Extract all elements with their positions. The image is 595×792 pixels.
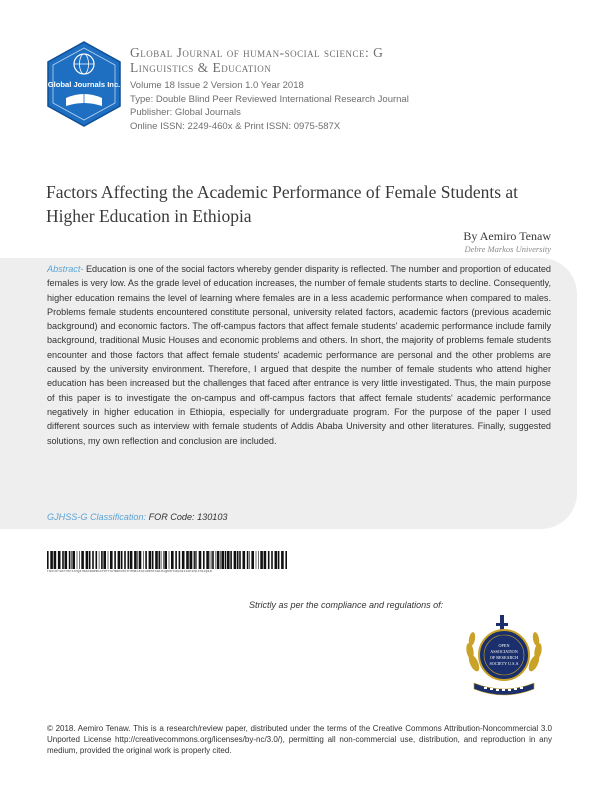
seal-line2: ASSOCIATION	[490, 649, 518, 654]
journal-publisher: Publisher: Global Journals	[130, 107, 241, 118]
seal-line3: OF RESEARCH	[489, 655, 519, 660]
seal-line1: OPEN	[498, 643, 510, 648]
barcode-text: FactorsAffectingtheAcademicPerformanceofFemaleStudentsatHigherEducationinEthiopia	[47, 570, 212, 574]
journal-name-line2: Linguistics & Education	[130, 60, 272, 75]
journal-name	[130, 45, 560, 75]
journal-meta	[130, 79, 560, 133]
journal-name-line1: Global Journal of human-social science: G	[130, 45, 384, 60]
abstract	[47, 262, 551, 448]
global-journals-logo	[44, 40, 124, 132]
abstract-body: Education is one of the social factors whereby gender disparity is reflected. The number and proportion of educated females is very low. As the grade level of education increases, the number of female students starts to decline. Consequently, higher education remains the level of learning where females are in a less academic performance when compared to males. Problems female students encountered constitute personal, university related factors, academic factors (previous academic background) and economic factors. The off-campus factors that affect female students' academic performance include family background, traditional Music Houses and economic problems and others. In short, the majority of problems female students encounter and those factors that affect female students' academic performance are personal and the other problems are caused by the university environment. Therefore, I argued that despite the number of female students who attend higher education has been increased but the challenges that faced after entrance is very little investigated. Thus, the main purpose of this paper is to investigate the on-campus and off-campus factors that affect female students' academic performance negatively in higher education in Ethiopia, especially for undergraduate program. For the purpose of the paper I used different sources such as interview with female students of Addis Ababa University and other literatures. Finally, suggested solutions, my own reflection and conclusion are included.	[47, 264, 551, 446]
association-seal	[460, 613, 548, 701]
license-footer: © 2018. Aemiro Tenaw. This is a research/review paper, distributed under the terms of the Creative Commons Attribution-Noncommercial 3.0 Unported License http://creativecommons.org/licenses/by-nc/3.0/), permitting all non-commercial use, distribution, and reproduction in any medium, provided the original work is properly cited.	[47, 724, 552, 755]
classification-code: FOR Code: 130103	[146, 512, 228, 522]
paper-title: Factors Affecting the Academic Performance of Female Students at Higher Education in Ethiopia	[46, 182, 519, 226]
journal-volume: Volume 18 Issue 2 Version 1.0 Year 2018	[130, 80, 304, 91]
author-affiliation: Debre Markos University	[464, 244, 551, 254]
journal-issn: Online ISSN: 2249-460x & Print ISSN: 0975-587X	[130, 120, 341, 132]
author-name: By Aemiro Tenaw	[463, 229, 551, 243]
seal-line4: SOCIETY U.S.A	[489, 661, 519, 666]
compliance-text: Strictly as per the compliance and regulations of:	[249, 600, 444, 610]
abstract-label: Abstract-	[47, 264, 84, 274]
logo-text: Global Journals Inc.	[47, 80, 121, 89]
classification-label: GJHSS-G Classification:	[47, 512, 147, 522]
barcode	[47, 551, 290, 569]
classification	[47, 512, 227, 522]
journal-type: Type: Double Blind Peer Reviewed International Research Journal	[130, 93, 409, 105]
